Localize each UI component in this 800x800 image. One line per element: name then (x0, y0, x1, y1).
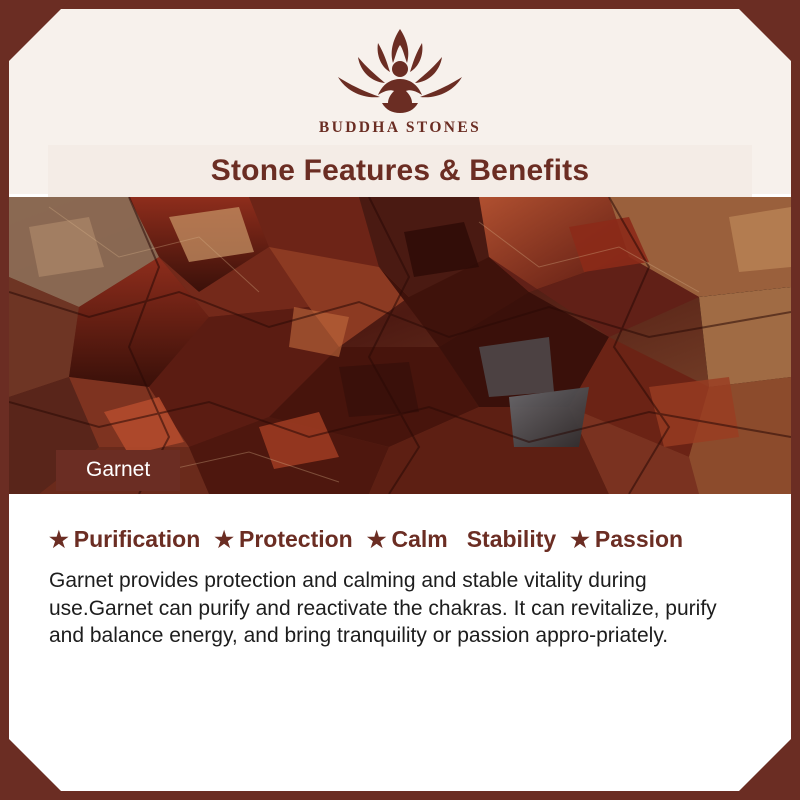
star-icon: ★ (570, 526, 590, 552)
star-icon: ★ (366, 526, 387, 552)
benefit-tag-label: Passion (594, 526, 684, 552)
benefit-tag (570, 526, 683, 553)
benefit-tag-label: Calm (391, 526, 448, 552)
benefit-tag (49, 526, 200, 553)
benefit-tag-label: Protection (238, 526, 353, 552)
brand-name: BUDDHA STONES (318, 119, 482, 136)
stone-name-tag: Garnet (56, 450, 180, 491)
lotus-meditation-icon (330, 25, 470, 117)
benefit-tag (367, 526, 448, 553)
benefit-tag (214, 526, 352, 553)
benefits-section (9, 494, 791, 791)
section-title-bar (48, 145, 752, 197)
benefit-tag (462, 526, 556, 553)
benefit-tags-row (49, 526, 751, 553)
page-title: Stone Features & Benefits (210, 154, 590, 187)
star-icon: ★ (49, 526, 69, 552)
benefit-description: Garnet provides protection and calming and stable vitality during use.Garnet can purify and reactivate the chakras. It can revitalize, purify and balance energy, and bring tranquility or passion appro-priately. (49, 569, 717, 648)
brand-logo (9, 25, 791, 137)
benefit-tag-label: Stability (466, 526, 557, 552)
star-icon: ★ (214, 526, 234, 552)
benefit-tag-label: Purification (73, 526, 201, 552)
